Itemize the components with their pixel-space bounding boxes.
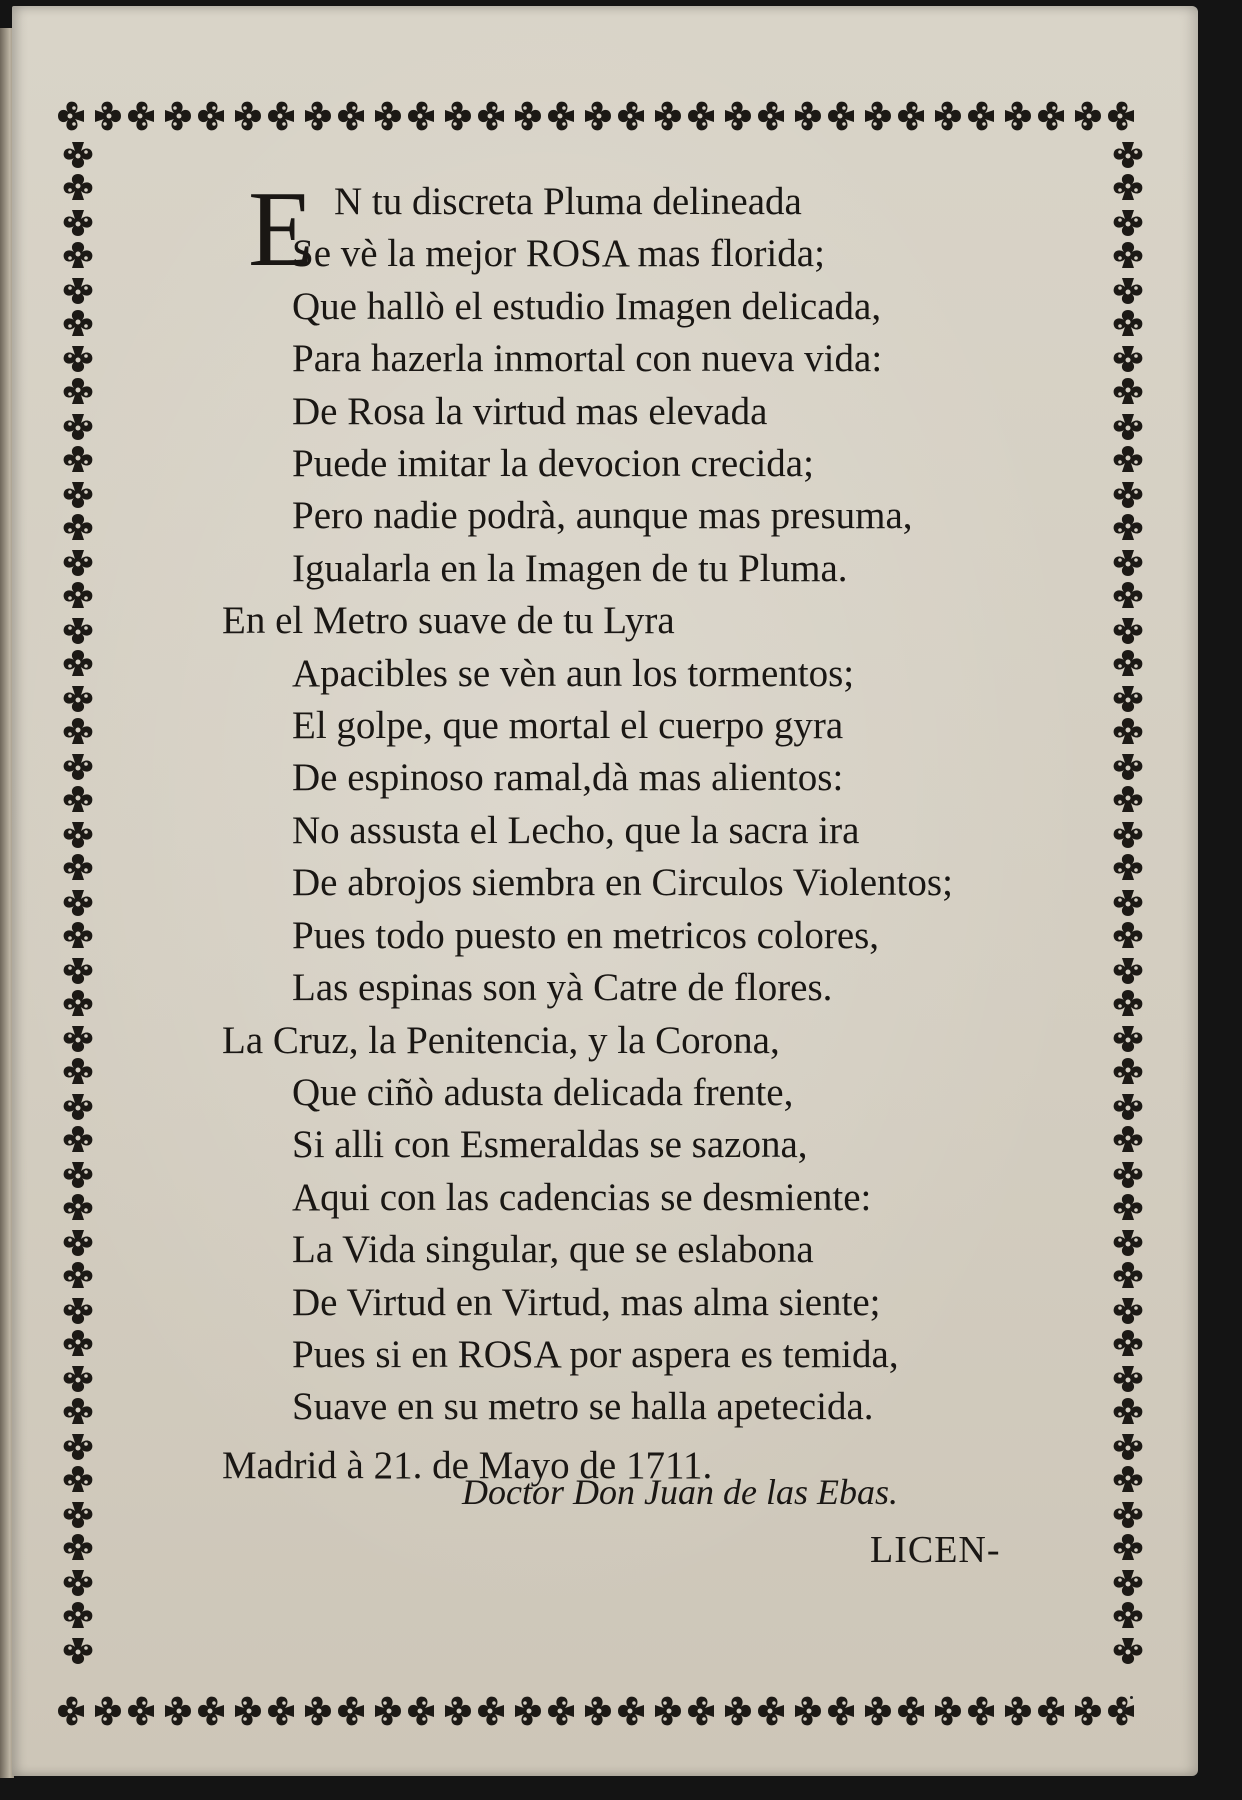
fleuron-ornament <box>935 1697 961 1726</box>
fleuron-ornament <box>1038 1697 1064 1726</box>
fleuron-ornament <box>1114 1466 1143 1492</box>
fleuron-ornament <box>1114 514 1143 540</box>
fleuron-ornament <box>725 102 751 131</box>
fleuron-ornament <box>64 310 93 336</box>
fleuron-ornament <box>64 550 93 576</box>
fleuron-ornament <box>235 102 261 131</box>
poem-lines <box>222 228 1072 1433</box>
fleuron-ornament <box>1114 142 1143 168</box>
fleuron-ornament <box>898 1697 924 1726</box>
fleuron-ornament <box>64 346 93 372</box>
fleuron-ornament <box>1114 1570 1143 1596</box>
fleuron-ornament <box>1114 922 1143 948</box>
fleuron-ornament <box>165 1697 191 1726</box>
fleuron-ornament <box>64 1466 93 1492</box>
signature: Doctor Don Juan de las Ebas. <box>462 1472 898 1512</box>
fleuron-ornament <box>64 1058 93 1084</box>
fleuron-ornament <box>64 1434 93 1460</box>
fleuron-ornament <box>235 1697 261 1726</box>
fleuron-ornament <box>64 958 93 984</box>
poem-line: La Cruz, la Penitencia, y la Corona, <box>222 1018 780 1062</box>
fleuron-ornament <box>64 1026 93 1052</box>
fleuron-ornament <box>64 822 93 848</box>
fleuron-ornament <box>585 1697 611 1726</box>
poem-line: De Rosa la virtud mas elevada <box>292 389 768 433</box>
book-page <box>12 6 1198 1776</box>
fleuron-ornament <box>64 174 93 200</box>
fleuron-ornament <box>128 102 154 131</box>
fleuron-ornament <box>1114 550 1143 576</box>
poem-line: De abrojos siembra en Circulos Violentos; <box>292 861 953 905</box>
fleuron-ornament <box>1114 1126 1143 1152</box>
poem-line: Si alli con Esmeraldas se sazona, <box>292 1123 808 1167</box>
fleuron-ornament <box>95 1697 121 1726</box>
fleuron-ornament <box>64 922 93 948</box>
fleuron-ornament <box>64 414 93 440</box>
fleuron-ornament <box>515 102 541 131</box>
fleuron-ornament <box>64 718 93 744</box>
fleuron-ornament <box>64 378 93 404</box>
fleuron-ornament <box>64 482 93 508</box>
fleuron-ornament <box>758 1697 784 1726</box>
fleuron-ornament <box>478 1697 504 1726</box>
fleuron-ornament <box>1114 1230 1143 1256</box>
fleuron-ornament <box>688 102 714 131</box>
fleuron-ornament <box>128 1697 154 1726</box>
fleuron-ornament <box>64 854 93 880</box>
poem-line: De espinoso ramal,dà mas alientos: <box>292 756 844 800</box>
fleuron-ornament <box>64 1502 93 1528</box>
fleuron-ornament <box>268 102 294 131</box>
fleuron-ornament <box>618 1697 644 1726</box>
fleuron-ornament <box>1114 1026 1143 1052</box>
fleuron-ornament <box>198 1697 224 1726</box>
fleuron-ornament <box>1114 650 1143 676</box>
poem-line: Apacibles se vèn aun los tormentos; <box>292 651 855 695</box>
fleuron-ornament <box>898 102 924 131</box>
poem-line: Suave en su metro se halla apetecida. <box>292 1385 874 1429</box>
poem-line: Pues si en ROSA por aspera es temida, <box>292 1332 899 1376</box>
fleuron-ornament <box>64 1126 93 1152</box>
fleuron-ornament <box>655 102 681 131</box>
fleuron-ornament <box>64 1230 93 1256</box>
fleuron-ornament <box>165 102 191 131</box>
fleuron-ornament <box>1114 890 1143 916</box>
fleuron-ornament <box>1114 174 1143 200</box>
fleuron-ornament <box>1114 854 1143 880</box>
poem-line: La Vida singular, que se eslabona <box>292 1228 814 1272</box>
fleuron-ornament <box>935 102 961 131</box>
poem <box>222 170 1072 1492</box>
fleuron-ornament <box>58 1697 84 1726</box>
fleuron-ornament <box>548 1697 574 1726</box>
border-bottom <box>58 1697 1134 1726</box>
fleuron-ornament <box>64 1398 93 1424</box>
fleuron-ornament <box>268 1697 294 1726</box>
poem-line: Aqui con las cadencias se desmiente: <box>292 1175 872 1219</box>
fleuron-ornament <box>58 102 84 131</box>
fleuron-ornament <box>1114 210 1143 236</box>
fleuron-ornament <box>1114 1502 1143 1528</box>
poem-line: Que ciñò adusta delicada frente, <box>292 1070 794 1114</box>
fleuron-ornament <box>64 686 93 712</box>
poem-line: Las espinas son yà Catre de flores. <box>292 966 833 1010</box>
fleuron-ornament <box>1114 310 1143 336</box>
fleuron-ornament <box>408 1697 434 1726</box>
fleuron-ornament <box>64 446 93 472</box>
fleuron-ornament <box>1114 1058 1143 1084</box>
poem-line: Pues todo puesto en metricos colores, <box>292 913 880 957</box>
border-right <box>1114 142 1143 1664</box>
poem-line: Se vè la mejor ROSA mas florida; <box>292 232 825 276</box>
fleuron-ornament <box>64 242 93 268</box>
fleuron-ornament <box>1114 990 1143 1016</box>
fleuron-ornament <box>1038 102 1064 131</box>
fleuron-ornament <box>688 1697 714 1726</box>
catchword: LICEN- <box>870 1529 1001 1571</box>
fleuron-ornament <box>64 142 93 168</box>
fleuron-ornament <box>445 102 471 131</box>
fleuron-ornament <box>64 1094 93 1120</box>
drop-cap: E <box>248 170 314 289</box>
fleuron-ornament <box>478 102 504 131</box>
fleuron-ornament <box>968 1697 994 1726</box>
fleuron-ornament <box>828 102 854 131</box>
fleuron-ornament <box>1114 1434 1143 1460</box>
fleuron-ornament <box>1114 958 1143 984</box>
fleuron-ornament <box>1005 102 1031 131</box>
poem-line: No assusta el Lecho, que la sacra ira <box>292 808 860 852</box>
fleuron-ornament <box>64 754 93 780</box>
fleuron-ornament <box>1114 446 1143 472</box>
fleuron-ornament <box>64 1366 93 1392</box>
poem-line: Igualarla en la Imagen de tu Pluma. <box>292 546 848 590</box>
fleuron-ornament <box>445 1697 471 1726</box>
fleuron-ornament <box>795 1697 821 1726</box>
fleuron-ornament <box>1108 102 1134 131</box>
fleuron-ornament <box>64 786 93 812</box>
fleuron-ornament <box>548 102 574 131</box>
fleuron-ornament <box>1114 378 1143 404</box>
fleuron-ornament <box>64 514 93 540</box>
fleuron-ornament <box>305 1697 331 1726</box>
poem-line: En el Metro suave de tu Lyra <box>222 599 675 643</box>
fleuron-ornament <box>338 102 364 131</box>
fleuron-ornament <box>338 1697 364 1726</box>
fleuron-ornament <box>1114 1194 1143 1220</box>
dateline: Madrid à 21. de Mayo de 1711. <box>222 1443 713 1487</box>
fleuron-ornament <box>64 890 93 916</box>
fleuron-ornament <box>758 102 784 131</box>
border-top <box>58 102 1134 131</box>
fleuron-ornament <box>95 102 121 131</box>
fleuron-ornament <box>1114 822 1143 848</box>
fleuron-ornament <box>1114 1162 1143 1188</box>
fleuron-ornament <box>64 1570 93 1596</box>
fleuron-ornament <box>1114 718 1143 744</box>
fleuron-ornament <box>64 1194 93 1220</box>
first-line-text: N tu discreta Pluma delineada <box>334 180 802 223</box>
fleuron-ornament <box>1108 1697 1134 1726</box>
poem-line: Puede imitar la devocion crecida; <box>292 442 814 486</box>
fleuron-ornament <box>64 1330 93 1356</box>
fleuron-ornament <box>865 1697 891 1726</box>
ink-speck <box>1130 1696 1133 1699</box>
fleuron-ornament <box>1114 242 1143 268</box>
fleuron-ornament <box>1114 1094 1143 1120</box>
fleuron-ornament <box>198 102 224 131</box>
fleuron-ornament <box>515 1697 541 1726</box>
fleuron-ornament <box>305 102 331 131</box>
fleuron-ornament <box>1005 1697 1031 1726</box>
fleuron-ornament <box>64 618 93 644</box>
fleuron-ornament <box>865 102 891 131</box>
border-left <box>64 142 93 1664</box>
fleuron-ornament <box>655 1697 681 1726</box>
fleuron-ornament <box>1114 1298 1143 1324</box>
fleuron-ornament <box>1114 346 1143 372</box>
fleuron-ornament <box>64 1534 93 1560</box>
fleuron-ornament <box>1114 1602 1143 1628</box>
poem-line: Pero nadie podrà, aunque mas presuma, <box>292 494 913 538</box>
fleuron-ornament <box>1114 1366 1143 1392</box>
fleuron-ornament <box>64 1602 93 1628</box>
fleuron-ornament <box>725 1697 751 1726</box>
fleuron-ornament <box>1114 278 1143 304</box>
fleuron-ornament <box>375 1697 401 1726</box>
fleuron-ornament <box>64 1298 93 1324</box>
fleuron-ornament <box>375 102 401 131</box>
fleuron-ornament <box>585 102 611 131</box>
poem-line: El golpe, que mortal el cuerpo gyra <box>292 704 844 748</box>
fleuron-ornament <box>1114 482 1143 508</box>
poem-line: De Virtud en Virtud, mas alma siente; <box>292 1280 881 1324</box>
fleuron-ornament <box>968 102 994 131</box>
fleuron-ornament <box>1114 1330 1143 1356</box>
fleuron-ornament <box>64 990 93 1016</box>
fleuron-ornament <box>408 102 434 131</box>
ink-speck <box>1122 1706 1126 1710</box>
fleuron-ornament <box>1075 1697 1101 1726</box>
fleuron-ornament <box>64 1638 93 1664</box>
fleuron-ornament <box>64 210 93 236</box>
fleuron-ornament <box>1075 102 1101 131</box>
fleuron-ornament <box>1114 414 1143 440</box>
fleuron-ornament <box>795 102 821 131</box>
fleuron-ornament <box>1114 618 1143 644</box>
fleuron-ornament <box>1114 754 1143 780</box>
fleuron-ornament <box>1114 1638 1143 1664</box>
fleuron-ornament <box>1114 1534 1143 1560</box>
fleuron-ornament <box>64 1262 93 1288</box>
fleuron-ornament <box>1114 1398 1143 1424</box>
fleuron-ornament <box>64 1162 93 1188</box>
fleuron-ornament <box>1114 686 1143 712</box>
fleuron-ornament <box>1114 582 1143 608</box>
poem-line: Que hallò el estudio Imagen delicada, <box>292 284 882 328</box>
fleuron-ornament <box>64 278 93 304</box>
poem-line: Para hazerla inmortal con nueva vida: <box>292 337 883 381</box>
fleuron-ornament <box>1114 786 1143 812</box>
fleuron-ornament <box>618 102 644 131</box>
fleuron-ornament <box>1114 1262 1143 1288</box>
fleuron-ornament <box>828 1697 854 1726</box>
fleuron-ornament <box>64 650 93 676</box>
fleuron-ornament <box>64 582 93 608</box>
